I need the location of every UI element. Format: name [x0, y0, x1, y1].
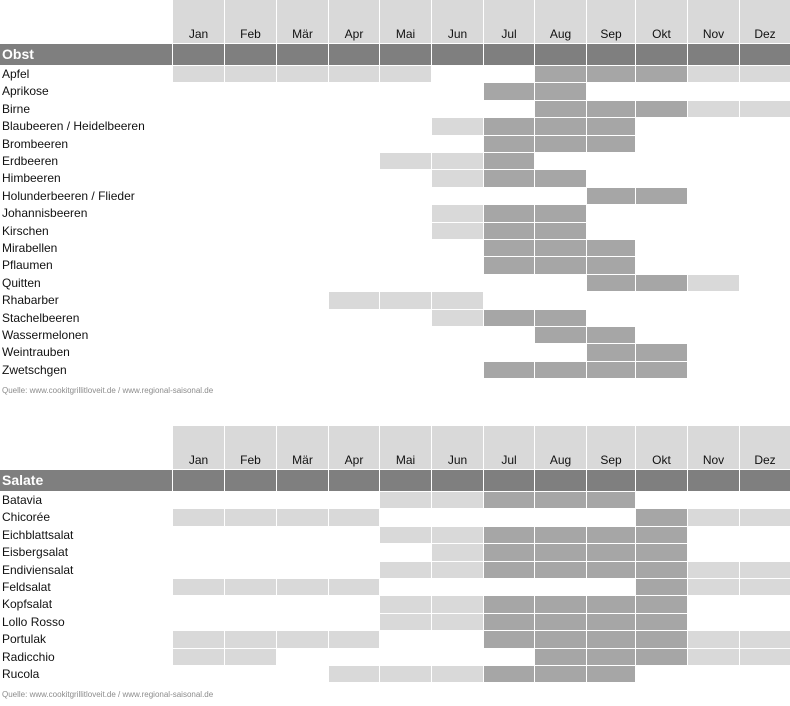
season-cell: [535, 118, 586, 134]
table-row: [0, 188, 790, 205]
season-cell: [432, 310, 483, 326]
season-cell: [380, 292, 431, 308]
table-row: [0, 509, 790, 526]
table-row: [0, 292, 790, 309]
category-cell: [432, 44, 483, 65]
month-label: Mai: [395, 27, 416, 41]
item-name: Weintrauben: [2, 345, 70, 360]
season-cell: [329, 631, 379, 647]
season-cell: [587, 188, 635, 204]
month-header: [0, 426, 790, 469]
month-header-cell: [484, 426, 534, 469]
season-cell: [535, 527, 586, 543]
season-cell: [535, 101, 586, 117]
month-label: Jun: [447, 27, 468, 41]
category-cell: [484, 470, 534, 491]
season-cell: [636, 66, 687, 82]
month-header-cell: [636, 0, 687, 43]
item-name: Feldsalat: [2, 580, 51, 594]
season-cell: [740, 562, 790, 578]
season-cell: [432, 596, 483, 612]
month-label: Jul: [501, 27, 517, 41]
table-row: [0, 649, 790, 666]
season-cell: [740, 66, 790, 82]
month-label: Sep: [600, 453, 622, 467]
category-cell: [225, 470, 276, 491]
season-cell: [484, 240, 534, 256]
table-row: [0, 544, 790, 561]
month-header-cell: [535, 0, 586, 43]
season-cell: [329, 292, 379, 308]
season-cell: [484, 527, 534, 543]
month-label: Mär: [292, 453, 313, 467]
table-row: [0, 327, 790, 344]
month-header-cell: [329, 426, 379, 469]
season-cell: [484, 257, 534, 273]
season-cell: [277, 579, 328, 595]
season-cell: [329, 66, 379, 82]
item-name: Mirabellen: [2, 241, 58, 255]
month-label: Sep: [600, 27, 622, 41]
category-title: Salate: [0, 470, 172, 491]
category-cell: [380, 44, 431, 65]
item-name: Aprikose: [2, 84, 49, 99]
category-cell: [688, 44, 739, 65]
category-row: [0, 470, 790, 491]
season-cell: [535, 327, 586, 343]
season-cell: [587, 631, 635, 647]
month-header-cell: [587, 0, 635, 43]
item-name: Blaubeeren / Heidelbeeren: [2, 119, 145, 134]
category-cell: [432, 470, 483, 491]
season-cell: [587, 527, 635, 543]
category-cell: [535, 470, 586, 491]
item-name: Chicorée: [2, 510, 51, 525]
item-name: Erdbeeren: [2, 154, 59, 168]
item-name: Apfel: [2, 67, 30, 81]
season-cell: [380, 66, 431, 82]
item-name: Endiviensalat: [2, 562, 74, 577]
category-cell: [688, 470, 739, 491]
season-cell: [535, 631, 586, 647]
season-cell: [173, 509, 224, 525]
month-label: Aug: [549, 27, 572, 41]
season-cell: [484, 118, 534, 134]
category-cell: [587, 44, 635, 65]
category-cell: [173, 44, 224, 65]
month-header-cell: [380, 426, 431, 469]
category-cell: [535, 44, 586, 65]
season-cell: [636, 579, 687, 595]
season-cell: [587, 649, 635, 665]
table-row: [0, 257, 790, 274]
category-cell: [329, 470, 379, 491]
season-cell: [587, 544, 635, 560]
month-header-cell: [432, 0, 483, 43]
season-cell: [535, 492, 586, 508]
month-label: Okt: [652, 453, 671, 467]
season-cell: [587, 118, 635, 134]
month-header-cell: [587, 426, 635, 469]
season-cell: [173, 649, 224, 665]
table-row: [0, 275, 790, 292]
item-name: Eisbergsalat: [2, 545, 69, 560]
category-cell: [329, 44, 379, 65]
category-cell: [636, 470, 687, 491]
season-cell: [535, 83, 586, 99]
month-header-cell: [277, 0, 328, 43]
season-cell: [587, 492, 635, 508]
table-row: [0, 101, 790, 118]
season-cell: [535, 614, 586, 630]
month-label: Dez: [754, 27, 776, 41]
season-cell: [636, 596, 687, 612]
season-cell: [432, 666, 483, 682]
month-label: Feb: [240, 453, 261, 467]
season-cell: [535, 649, 586, 665]
season-cell: [535, 362, 586, 378]
season-cell: [484, 614, 534, 630]
table-row: [0, 223, 790, 240]
table-row: [0, 562, 790, 579]
season-cell: [484, 205, 534, 221]
season-cell: [173, 631, 224, 647]
season-cell: [432, 205, 483, 221]
month-header-cell: [688, 426, 739, 469]
table-row: [0, 153, 790, 170]
item-name: Pflaumen: [2, 258, 53, 273]
season-cell: [484, 562, 534, 578]
season-cell: [636, 649, 687, 665]
season-cell: [587, 666, 635, 682]
season-cell: [587, 327, 635, 343]
category-cell: [587, 470, 635, 491]
month-label: Nov: [702, 27, 725, 41]
season-cell: [636, 631, 687, 647]
season-cell: [484, 631, 534, 647]
season-cell: [535, 562, 586, 578]
season-cell: [587, 240, 635, 256]
item-name: Brombeeren: [2, 136, 69, 151]
table-row: [0, 344, 790, 361]
season-cell: [277, 631, 328, 647]
season-cell: [432, 544, 483, 560]
season-cell: [636, 275, 687, 291]
season-cell: [636, 527, 687, 543]
category-title: Obst: [0, 44, 172, 65]
item-name: Rhabarber: [2, 293, 59, 308]
season-cell: [587, 136, 635, 152]
season-cell: [740, 649, 790, 665]
season-cell: [740, 579, 790, 595]
season-cell: [688, 649, 739, 665]
season-cell: [329, 579, 379, 595]
season-cell: [432, 118, 483, 134]
season-cell: [636, 562, 687, 578]
season-cell: [587, 562, 635, 578]
month-header-cell: [380, 0, 431, 43]
season-cell: [636, 188, 687, 204]
season-cell: [225, 66, 276, 82]
month-label: Feb: [240, 27, 261, 41]
source-note: Quelle: www.cookitgrillitloveit.de / www.regional-saisonal.de: [2, 386, 214, 396]
month-label: Okt: [652, 27, 671, 41]
season-cell: [636, 509, 687, 525]
category-cell: [636, 44, 687, 65]
item-name: Wassermelonen: [2, 328, 89, 342]
category-cell: [173, 470, 224, 491]
month-header-cell: [484, 0, 534, 43]
season-cell: [484, 666, 534, 682]
season-cell: [484, 136, 534, 152]
table-row: [0, 492, 790, 509]
item-name: Eichblattsalat: [2, 527, 74, 542]
season-cell: [535, 66, 586, 82]
season-cell: [535, 257, 586, 273]
category-cell: [740, 470, 790, 491]
season-cell: [636, 544, 687, 560]
item-name: Radicchio: [2, 649, 55, 664]
season-cell: [740, 101, 790, 117]
season-cell: [329, 509, 379, 525]
season-cell: [535, 596, 586, 612]
season-cell: [535, 205, 586, 221]
season-cell: [380, 596, 431, 612]
season-cell: [380, 153, 431, 169]
category-cell: [380, 470, 431, 491]
month-label: Mai: [395, 453, 416, 467]
season-cell: [535, 223, 586, 239]
season-cell: [636, 101, 687, 117]
season-cell: [432, 527, 483, 543]
season-cell: [688, 509, 739, 525]
item-name: Quitten: [2, 275, 41, 290]
item-name: Kirschen: [2, 223, 49, 238]
month-header-cell: [277, 426, 328, 469]
table-row: [0, 310, 790, 327]
season-cell: [535, 666, 586, 682]
season-cell: [277, 66, 328, 82]
season-cell: [535, 544, 586, 560]
season-cell: [432, 170, 483, 186]
season-cell: [688, 66, 739, 82]
season-cell: [484, 544, 534, 560]
season-cell: [380, 562, 431, 578]
month-label: Aug: [549, 453, 572, 467]
month-label: Jan: [188, 27, 209, 41]
month-label: Mär: [292, 27, 313, 41]
month-header-cell: [173, 426, 224, 469]
season-cell: [380, 527, 431, 543]
category-cell: [277, 470, 328, 491]
month-header-cell: [173, 0, 224, 43]
season-cell: [432, 492, 483, 508]
month-label: Jan: [188, 453, 209, 467]
season-cell: [484, 362, 534, 378]
item-name: Rucola: [2, 667, 40, 681]
season-cell: [636, 344, 687, 360]
month-header-cell: [688, 0, 739, 43]
season-cell: [225, 579, 276, 595]
season-cell: [587, 275, 635, 291]
table-row: [0, 205, 790, 222]
table-row: [0, 631, 790, 648]
season-cell: [587, 344, 635, 360]
category-row: [0, 44, 790, 65]
month-header-cell: [636, 426, 687, 469]
season-cell: [535, 310, 586, 326]
month-label: Apr: [344, 453, 364, 467]
season-cell: [173, 579, 224, 595]
item-name: Kopfsalat: [2, 597, 53, 612]
season-cell: [380, 666, 431, 682]
month-label: Nov: [702, 453, 725, 467]
month-label: Apr: [344, 27, 364, 41]
season-cell: [535, 240, 586, 256]
table-row: [0, 240, 790, 257]
season-cell: [688, 562, 739, 578]
season-cell: [688, 579, 739, 595]
table-row: [0, 596, 790, 613]
season-cell: [484, 223, 534, 239]
item-name: Batavia: [2, 493, 43, 507]
table-row: [0, 118, 790, 135]
source-note: Quelle: www.cookitgrillitloveit.de / www.regional-saisonal.de: [2, 690, 214, 700]
season-cell: [432, 292, 483, 308]
season-cell: [380, 614, 431, 630]
season-cell: [587, 362, 635, 378]
season-cell: [587, 257, 635, 273]
season-cell: [535, 136, 586, 152]
category-cell: [740, 44, 790, 65]
month-header-cell: [740, 0, 790, 43]
season-cell: [380, 492, 431, 508]
season-cell: [432, 614, 483, 630]
item-name: Johannisbeeren: [2, 206, 88, 221]
table-row: [0, 136, 790, 153]
item-name: Stachelbeeren: [2, 310, 80, 325]
season-cell: [432, 223, 483, 239]
season-cell: [587, 614, 635, 630]
season-cell: [587, 101, 635, 117]
season-cell: [484, 310, 534, 326]
season-cell: [484, 596, 534, 612]
season-cell: [688, 631, 739, 647]
season-cell: [740, 631, 790, 647]
month-header-cell: [740, 426, 790, 469]
season-cell: [173, 66, 224, 82]
season-cell: [484, 153, 534, 169]
month-header-cell: [225, 0, 276, 43]
month-header: [0, 0, 790, 43]
season-cell: [225, 509, 276, 525]
table-row: [0, 527, 790, 544]
table-row: [0, 614, 790, 631]
category-cell: [484, 44, 534, 65]
month-label: Dez: [754, 453, 776, 467]
season-cell: [587, 596, 635, 612]
item-name: Lollo Rosso: [2, 614, 65, 629]
season-cell: [636, 614, 687, 630]
season-cell: [225, 631, 276, 647]
item-name: Himbeeren: [2, 171, 61, 186]
season-cell: [432, 562, 483, 578]
season-cell: [432, 153, 483, 169]
month-label: Jul: [501, 453, 517, 467]
season-cell: [484, 83, 534, 99]
table-row: [0, 170, 790, 187]
season-cell: [277, 509, 328, 525]
table-row: [0, 579, 790, 596]
month-header-cell: [225, 426, 276, 469]
item-name: Holunderbeeren / Flieder: [2, 188, 135, 203]
item-name: Zwetschgen: [2, 362, 67, 377]
table-row: [0, 666, 790, 683]
season-cell: [688, 101, 739, 117]
month-header-cell: [329, 0, 379, 43]
season-cell: [484, 492, 534, 508]
season-cell: [329, 666, 379, 682]
month-header-cell: [432, 426, 483, 469]
category-cell: [277, 44, 328, 65]
table-row: [0, 362, 790, 379]
table-row: [0, 66, 790, 83]
item-name: Birne: [2, 101, 31, 116]
season-cell: [636, 362, 687, 378]
season-cell: [484, 170, 534, 186]
table-row: [0, 83, 790, 100]
month-label: Jun: [447, 453, 468, 467]
season-cell: [688, 275, 739, 291]
season-cell: [587, 66, 635, 82]
season-cell: [225, 649, 276, 665]
item-name: Portulak: [2, 632, 47, 647]
season-cell: [535, 170, 586, 186]
season-cell: [740, 509, 790, 525]
category-cell: [225, 44, 276, 65]
month-header-cell: [535, 426, 586, 469]
